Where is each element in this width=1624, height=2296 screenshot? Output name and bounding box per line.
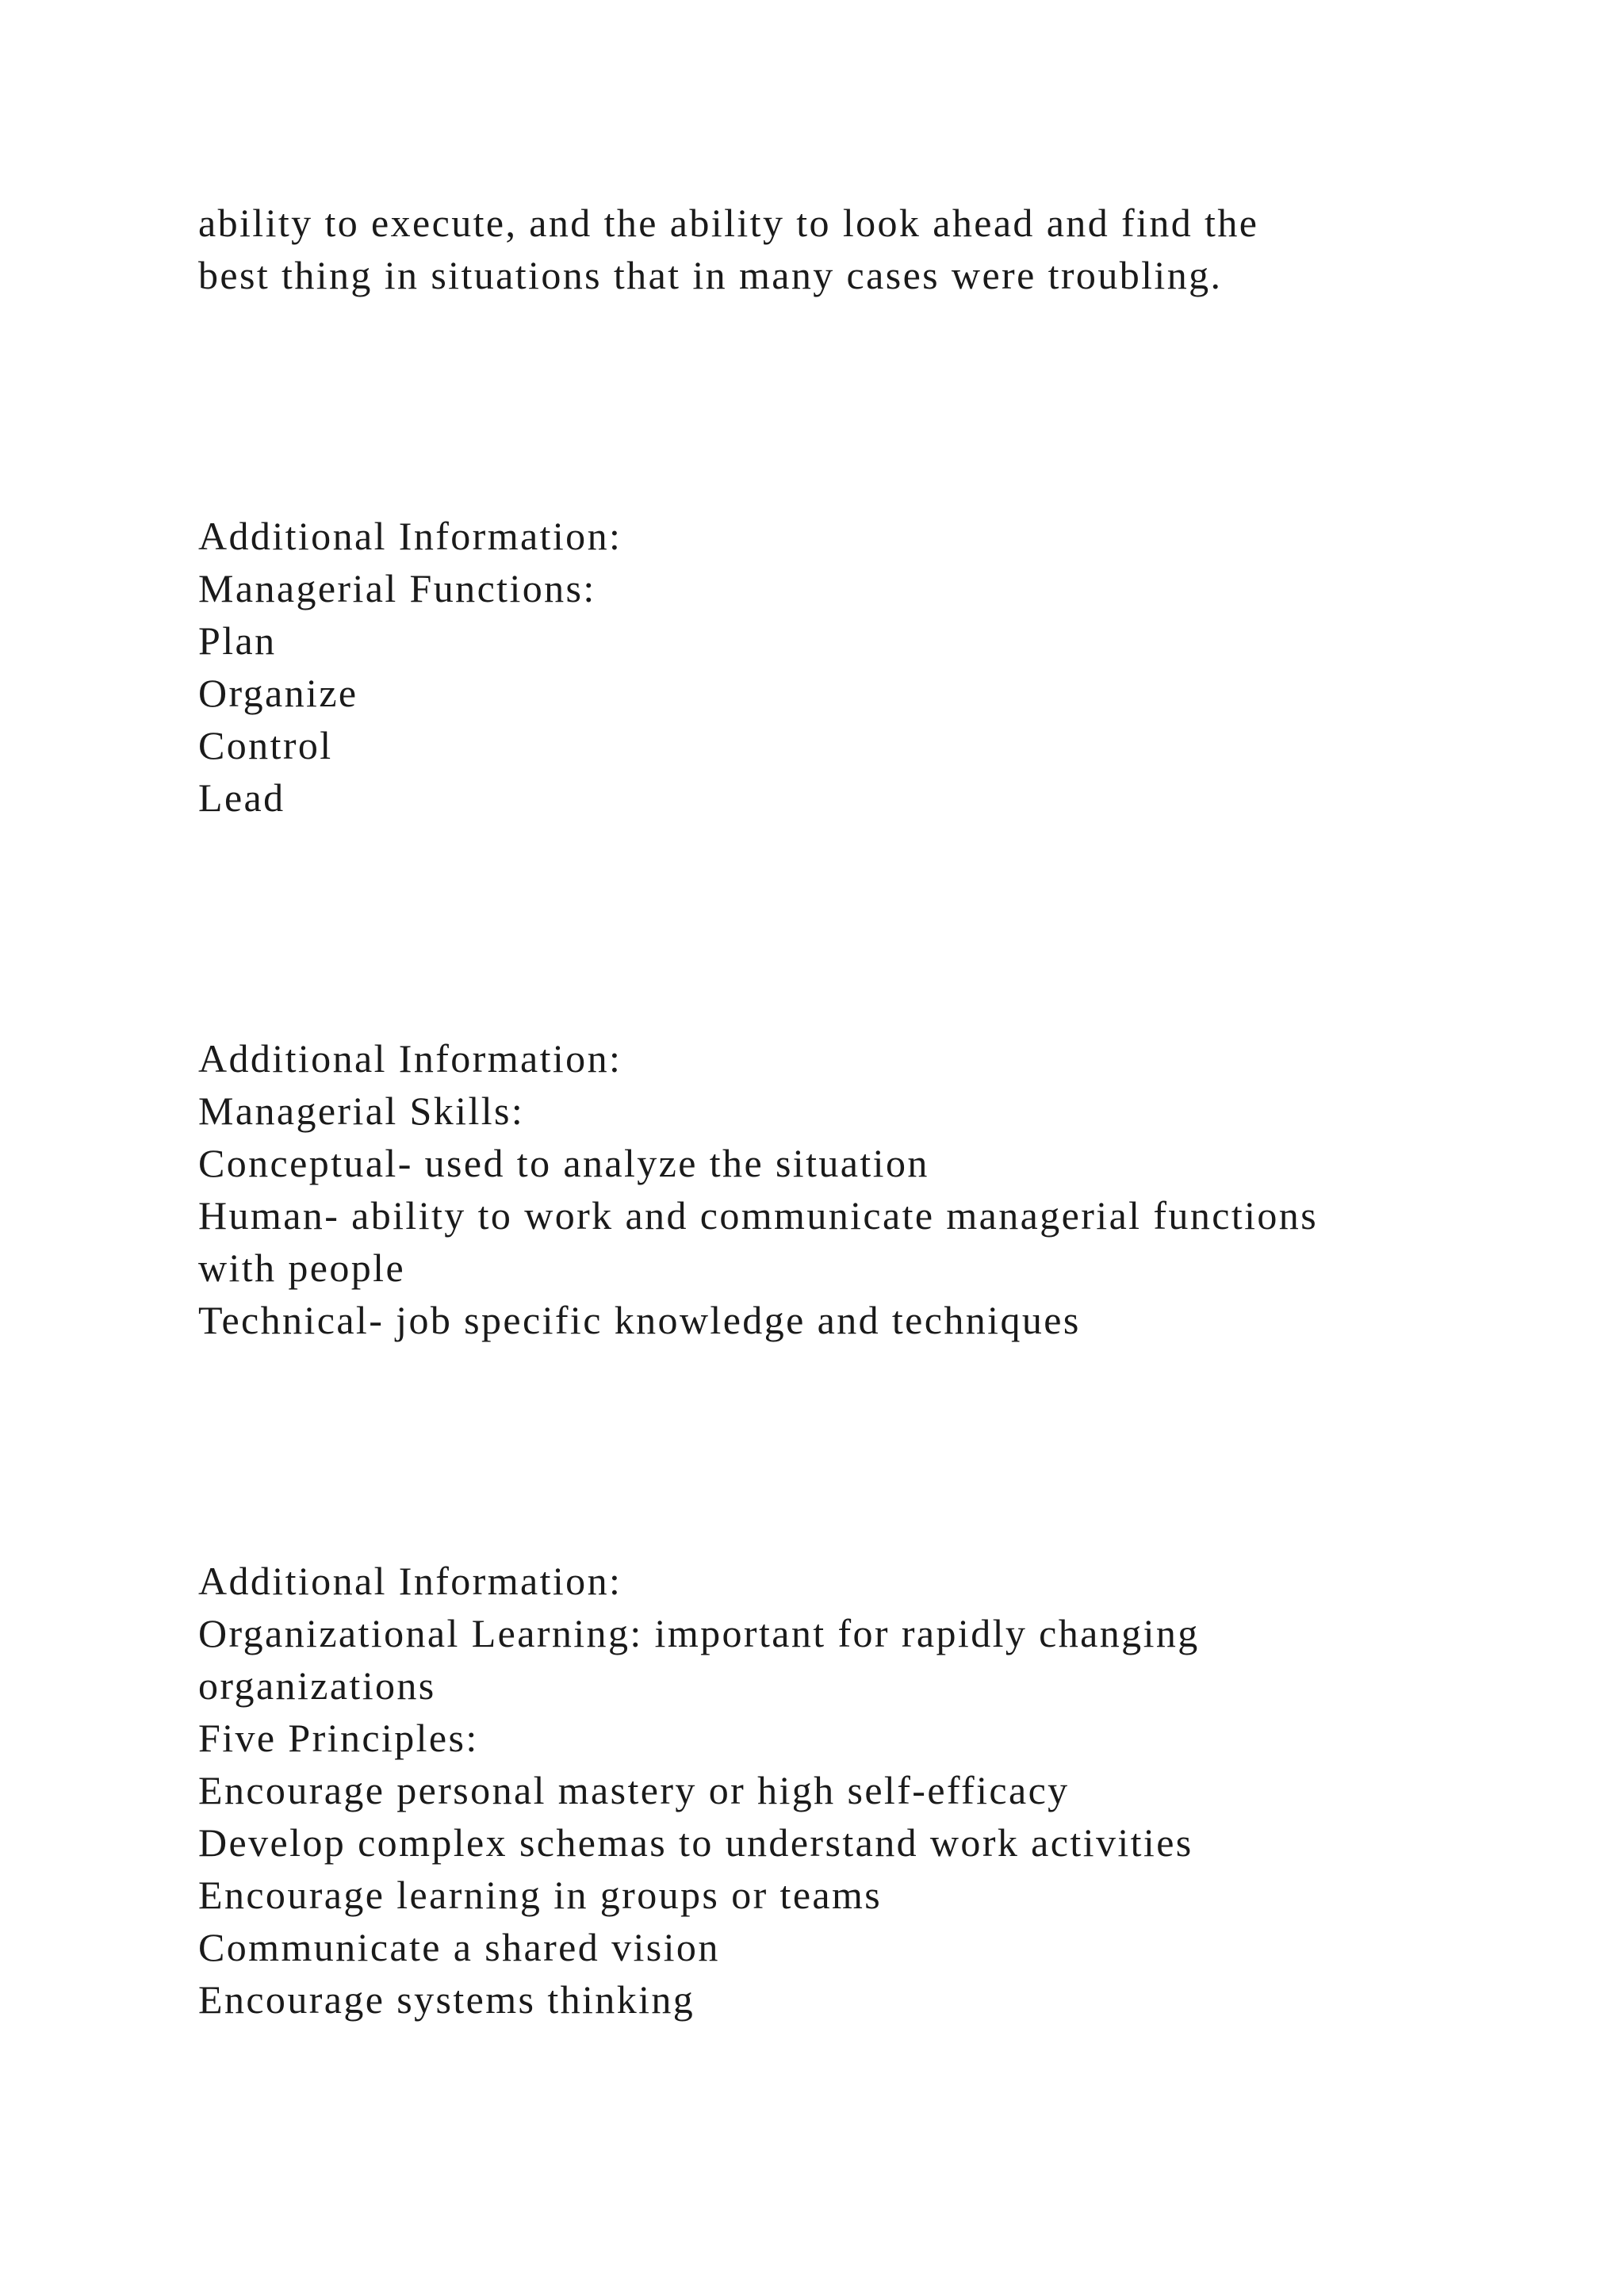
body-line: Organizational Learning: important for rapidly changing (198, 1611, 1200, 1655)
section-heading: Additional Information: (198, 1036, 622, 1081)
section-heading: Additional Information: (198, 514, 622, 558)
list-item: Lead (198, 775, 285, 820)
intro-line-1: ability to execute, and the ability to look ahead and find the (198, 201, 1259, 245)
list-item: Control (198, 723, 333, 767)
list-item: Encourage systems thinking (198, 1977, 695, 2022)
list-item: Human- ability to work and communicate managerial functions (198, 1193, 1319, 1238)
list-item: Organize (198, 671, 358, 715)
section-subheading: Managerial Functions: (198, 566, 596, 610)
body-line: organizations (198, 1663, 436, 1708)
list-item: with people (198, 1246, 406, 1290)
list-item: Technical- job specific knowledge and techniques (198, 1298, 1081, 1342)
list-item: Conceptual- used to analyze the situation (198, 1141, 929, 1185)
list-item: Communicate a shared vision (198, 1925, 720, 1969)
list-item: Plan (198, 618, 277, 663)
intro-line-2: best thing in situations that in many cases were troubling. (198, 253, 1223, 297)
section-subheading: Five Principles: (198, 1716, 479, 1760)
list-item: Develop complex schemas to understand work activities (198, 1820, 1193, 1865)
section-subheading: Managerial Skills: (198, 1089, 525, 1133)
list-item: Encourage personal mastery or high self-efficacy (198, 1768, 1070, 1812)
section-heading: Additional Information: (198, 1559, 622, 1603)
list-item: Encourage learning in groups or teams (198, 1873, 883, 1917)
